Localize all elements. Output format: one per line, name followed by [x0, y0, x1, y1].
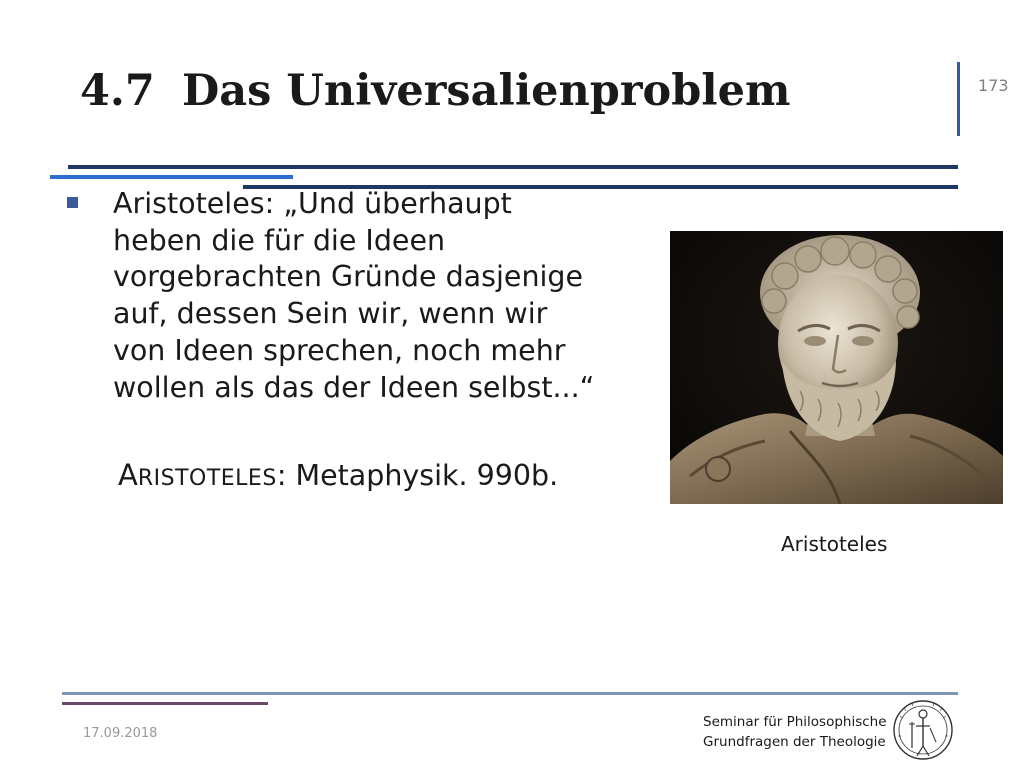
page-number: 173: [978, 76, 1009, 95]
title-rule-accent: [50, 175, 293, 179]
university-seal-icon: [892, 696, 954, 764]
citation-author-rest: RISTOTELES: [137, 466, 277, 491]
quote-line: vorgebrachten Gründe dasjenige: [113, 260, 584, 294]
citation: [118, 458, 558, 492]
title-text: Das Universalienproblem: [182, 66, 791, 116]
institution-line: Grundfragen der Theologie: [703, 734, 886, 750]
aristotle-bust-image: [670, 231, 1003, 504]
section-number: 4.7: [80, 66, 155, 116]
page-number-divider: [957, 62, 960, 136]
image-caption: Aristoteles: [781, 532, 888, 556]
footer-rule: [62, 692, 958, 695]
footer-institution: [703, 712, 887, 752]
institution-line: Seminar für Philosophische: [703, 714, 887, 730]
quote-line: von Ideen sprechen, noch mehr: [113, 333, 566, 367]
citation-author-initial: A: [118, 458, 138, 492]
quote-line: auf, dessen Sein wir, wenn wir: [113, 297, 548, 331]
quote-bullet: [113, 186, 658, 406]
citation-source: : Metaphysik. 990b.: [276, 459, 559, 492]
slide-title: [80, 66, 790, 116]
bullet-square-icon: [67, 197, 78, 208]
footer-date: 17.09.2018: [83, 726, 158, 741]
title-rule-top: [68, 165, 958, 169]
quote-line: heben die für die Ideen: [113, 223, 446, 257]
footer-rule-accent: [62, 702, 268, 705]
quote-line: wollen als das der Ideen selbst...“: [113, 370, 595, 404]
quote-line: Aristoteles: „Und überhaupt: [113, 187, 512, 220]
